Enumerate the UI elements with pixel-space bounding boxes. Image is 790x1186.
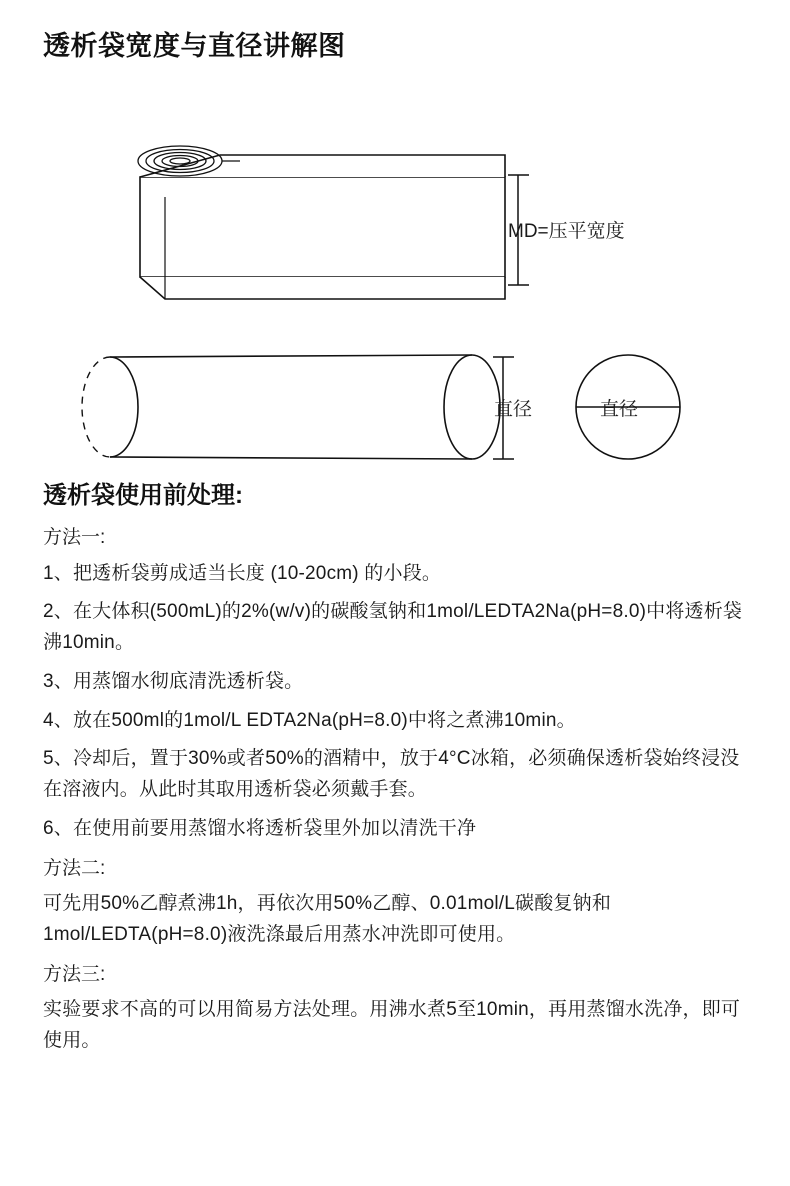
flat-dialysis-tubing-icon [140, 155, 505, 299]
method-one-steps [40, 559, 750, 845]
section-title: 透析袋使用前处理: [43, 482, 243, 509]
method-two-text: 可先用50%乙醇煮沸1h，再依次用50%乙醇、0.01mol/L碳酸复钠和1mol/LEDTA(pH=8.0)液洗涤最后用蒸水冲洗即可使用。 [43, 893, 612, 945]
step-item: 3、用蒸馏水彻底清洗透析袋。 [43, 670, 304, 692]
method-one-label: 方法一: [43, 527, 106, 548]
step-item: 6、在使用前要用蒸馏水将透析袋里外加以清洗干净 [43, 817, 477, 839]
circle-diameter-label: 直径 [600, 399, 639, 420]
step-item: 4、放在500ml的1mol/L EDTA2Na(pH=8.0)中将之煮沸10min。 [43, 709, 576, 731]
step-item: 1、把透析袋剪成适当长度 (10-20cm) 的小段。 [43, 562, 442, 584]
page-title: 透析袋宽度与直径讲解图 [43, 31, 346, 61]
diagram-figure [40, 77, 750, 467]
method-two-label: 方法二: [43, 857, 106, 879]
dialysis-tubing-diagram [40, 77, 750, 467]
method-three-label: 方法三: [43, 963, 106, 985]
method-three-text: 实验要求不高的可以用简易方法处理。用沸水煮5至10min，再用蒸馏水洗净，即可使用。 [43, 999, 741, 1051]
step-item: 5、冷却后，置于30%或者50%的酒精中，放于4°C冰箱，必须确保透析袋始终浸没在溶液内。从此时其取用透析袋必须戴手套。 [43, 748, 740, 801]
tube-diameter-label: 直径 [494, 399, 533, 420]
step-item: 2、在大体积(500mL)的2%(w/v)的碳酸氢钠和1mol/LEDTA2Na(pH=8.0)中将透析袋沸10min。 [43, 601, 743, 654]
cylindrical-dialysis-tubing-icon [82, 355, 500, 459]
flat-width-label: MD=压平宽度 [508, 221, 625, 242]
